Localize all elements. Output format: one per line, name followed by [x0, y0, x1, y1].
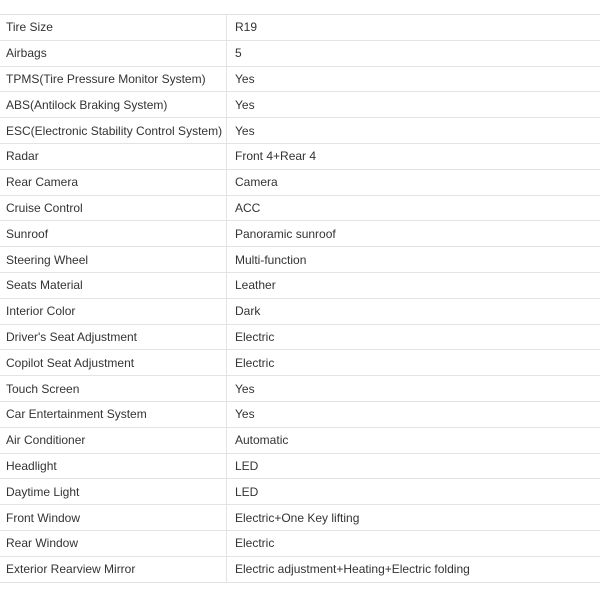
- table-row: [0, 556, 600, 582]
- spec-label: Exterior Rearview Mirror: [0, 556, 227, 582]
- spec-label: Seats Material: [0, 272, 227, 298]
- table-row: [0, 479, 600, 505]
- spec-value: Automatic: [227, 427, 600, 453]
- spec-label: Interior Color: [0, 298, 227, 324]
- spec-value: LED: [227, 453, 600, 479]
- spec-value: R19: [227, 15, 600, 41]
- spec-label: Steering Wheel: [0, 247, 227, 273]
- table-row: [0, 505, 600, 531]
- spec-label: Sunroof: [0, 221, 227, 247]
- spec-label: Cruise Control: [0, 195, 227, 221]
- table-row: [0, 66, 600, 92]
- spec-label: Air Conditioner: [0, 427, 227, 453]
- spec-label: TPMS(Tire Pressure Monitor System): [0, 66, 227, 92]
- spec-value: Panoramic sunroof: [227, 221, 600, 247]
- table-row: [0, 530, 600, 556]
- spec-value: Yes: [227, 401, 600, 427]
- spec-value: ACC: [227, 195, 600, 221]
- spec-value: Leather: [227, 272, 600, 298]
- spec-label: ESC(Electronic Stability Control System): [0, 118, 227, 144]
- spec-label: Copilot Seat Adjustment: [0, 350, 227, 376]
- spec-label: Headlight: [0, 453, 227, 479]
- spec-label: Radar: [0, 143, 227, 169]
- table-row: [0, 169, 600, 195]
- table-row: [0, 324, 600, 350]
- spec-table: [0, 14, 600, 583]
- table-row: [0, 247, 600, 273]
- spec-label: Car Entertainment System: [0, 401, 227, 427]
- spec-label: Front Window: [0, 505, 227, 531]
- spec-value: Camera: [227, 169, 600, 195]
- spec-table-body: [0, 15, 600, 583]
- spec-value: Electric: [227, 350, 600, 376]
- spec-value: 5: [227, 40, 600, 66]
- table-row: [0, 298, 600, 324]
- spec-value: Yes: [227, 92, 600, 118]
- spec-value: Electric+One Key lifting: [227, 505, 600, 531]
- spec-value: Front 4+Rear 4: [227, 143, 600, 169]
- spec-value: Yes: [227, 118, 600, 144]
- table-row: [0, 143, 600, 169]
- table-row: [0, 40, 600, 66]
- table-row: [0, 118, 600, 144]
- table-row: [0, 272, 600, 298]
- spec-label: Airbags: [0, 40, 227, 66]
- table-row: [0, 221, 600, 247]
- table-row: [0, 376, 600, 402]
- spec-value: Electric adjustment+Heating+Electric folding: [227, 556, 600, 582]
- table-row: [0, 92, 600, 118]
- spec-label: Daytime Light: [0, 479, 227, 505]
- spec-value: Multi-function: [227, 247, 600, 273]
- spec-label: Rear Camera: [0, 169, 227, 195]
- spec-value: LED: [227, 479, 600, 505]
- table-row: [0, 453, 600, 479]
- spec-value: Dark: [227, 298, 600, 324]
- spec-label: Touch Screen: [0, 376, 227, 402]
- table-row: [0, 350, 600, 376]
- table-row: [0, 401, 600, 427]
- spec-label: Tire Size: [0, 15, 227, 41]
- spec-label: ABS(Antilock Braking System): [0, 92, 227, 118]
- table-row: [0, 195, 600, 221]
- table-row: [0, 427, 600, 453]
- spec-label: Driver's Seat Adjustment: [0, 324, 227, 350]
- spec-value: Yes: [227, 66, 600, 92]
- table-row: [0, 15, 600, 41]
- spec-value: Electric: [227, 530, 600, 556]
- spec-label: Rear Window: [0, 530, 227, 556]
- spec-value: Yes: [227, 376, 600, 402]
- spec-value: Electric: [227, 324, 600, 350]
